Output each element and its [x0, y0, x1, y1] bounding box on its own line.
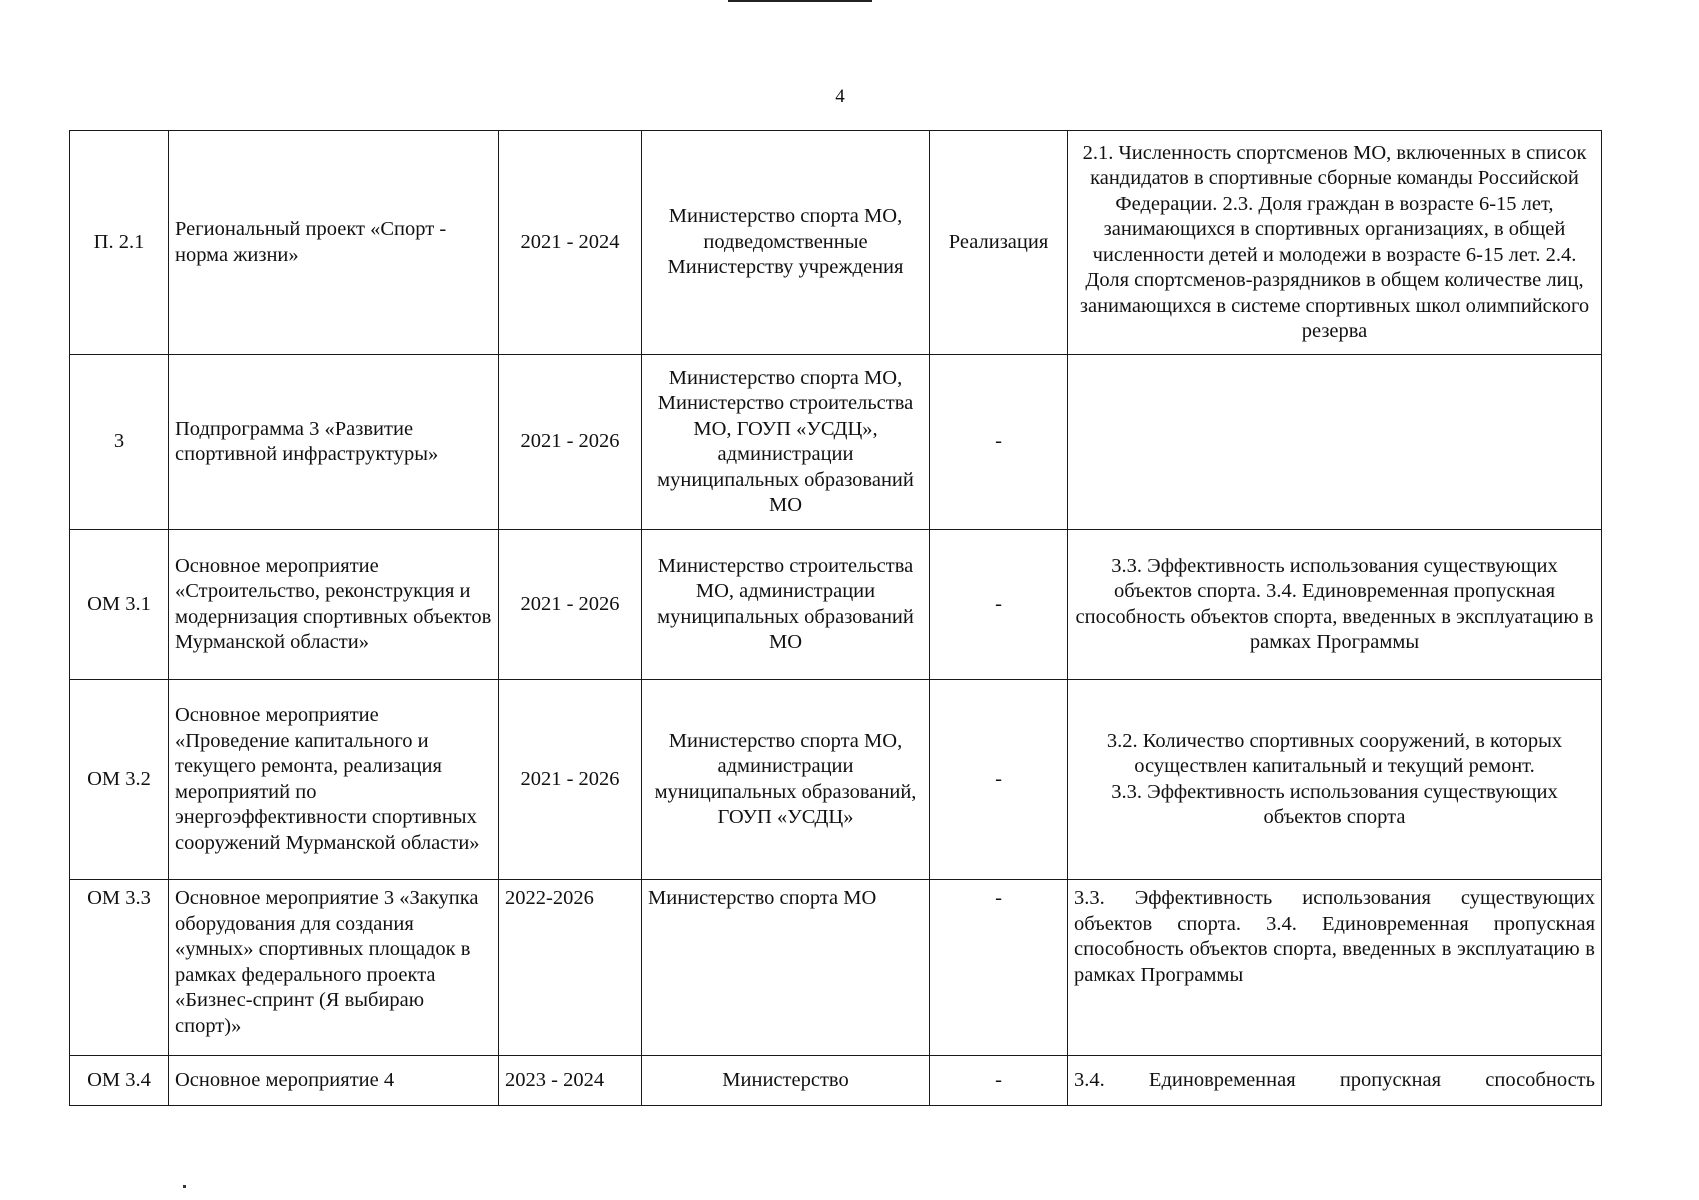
table-row: [70, 530, 1602, 680]
row-indicators: [1068, 680, 1602, 880]
table-row: [70, 880, 1602, 1056]
row-status: -: [930, 880, 1068, 1056]
row-number: 3: [70, 355, 169, 530]
row-number: ОМ 3.3: [70, 880, 169, 1056]
row-name: Основное мероприятие «Проведение капитального и текущего ремонта, реализация мероприятий по энергоэффективности спортивных сооружений Мурманской области»: [169, 680, 499, 880]
row-number: ОМ 3.2: [70, 680, 169, 880]
row-executor: Министерство строительства МО, администрации муниципальных образований МО: [642, 530, 930, 680]
row-number: П. 2.1: [70, 131, 169, 355]
row-name: Подпрограмма 3 «Развитие спортивной инфраструктуры»: [169, 355, 499, 530]
row-period: 2023 - 2024: [499, 1056, 642, 1106]
row-status: Реализация: [930, 131, 1068, 355]
row-indicators: 2.1. Численность спортсменов МО, включенных в список кандидатов в спортивные сборные команды Российской Федерации. 2.3. Доля граждан в возрасте 6-15 лет, занимающихся в спортивных организациях, в общей численности детей и молодежи в возрасте 6-15 лет. 2.4. Доля спортсменов-разрядников в общем количестве лиц, занимающихся в системе спортивных школ олимпийского резерва: [1068, 131, 1602, 355]
row-executor: Министерство спорта МО, подведомственные Министерству учреждения: [642, 131, 930, 355]
row-name: Основное мероприятие «Строительство, реконструкция и модернизация спортивных объектов Мурманской области»: [169, 530, 499, 680]
table-row: [70, 680, 1602, 880]
row-period: 2022-2026: [499, 880, 642, 1056]
scan-speck: [183, 1185, 186, 1188]
indicator-line: 3.3. Эффективность использования существующих объектов спорта: [1111, 780, 1558, 828]
row-name: Основное мероприятие 3 «Закупка оборудования для создания «умных» спортивных площадок в рамках федерального проекта «Бизнес-спринт (Я выбираю спорт)»: [169, 880, 499, 1056]
row-period: 2021 - 2026: [499, 530, 642, 680]
program-table: [69, 130, 1602, 1106]
row-period: 2021 - 2026: [499, 680, 642, 880]
row-period: 2021 - 2026: [499, 355, 642, 530]
row-period: 2021 - 2024: [499, 131, 642, 355]
table-row: [70, 131, 1602, 355]
indicator-line: 3.2. Количество спортивных сооружений, в которых осуществлен капитальный и текущий ремонт.: [1106, 729, 1563, 777]
row-name: Основное мероприятие 4: [169, 1056, 499, 1106]
table-row: [70, 355, 1602, 530]
row-status: -: [930, 680, 1068, 880]
row-executor: Министерство спорта МО: [642, 880, 930, 1056]
row-indicators: 3.4. Единовременная пропускная способность: [1068, 1056, 1602, 1106]
row-indicators: 3.3. Эффективность использования существующих объектов спорта. 3.4. Единовременная пропускная способность объектов спорта, введенных в эксплуатацию в рамках Программы: [1068, 880, 1602, 1056]
row-executor: Министерство спорта МО, администрации муниципальных образований, ГОУП «УСДЦ»: [642, 680, 930, 880]
row-executor: Министерство спорта МО, Министерство строительства МО, ГОУП «УСДЦ», администрации муниципальных образований МО: [642, 355, 930, 530]
row-status: -: [930, 355, 1068, 530]
row-indicators: [1068, 355, 1602, 530]
table-row: [70, 1056, 1602, 1106]
row-executor: Министерство: [642, 1056, 930, 1106]
row-status: -: [930, 1056, 1068, 1106]
row-name: Региональный проект «Спорт - норма жизни»: [169, 131, 499, 355]
row-indicators: 3.3. Эффективность использования существующих объектов спорта. 3.4. Единовременная пропускная способность объектов спорта, введенных в эксплуатацию в рамках Программы: [1068, 530, 1602, 680]
row-number: ОМ 3.1: [70, 530, 169, 680]
row-number: ОМ 3.4: [70, 1056, 169, 1106]
row-status: -: [930, 530, 1068, 680]
top-rule: [728, 0, 872, 2]
page-number: 4: [835, 86, 845, 107]
